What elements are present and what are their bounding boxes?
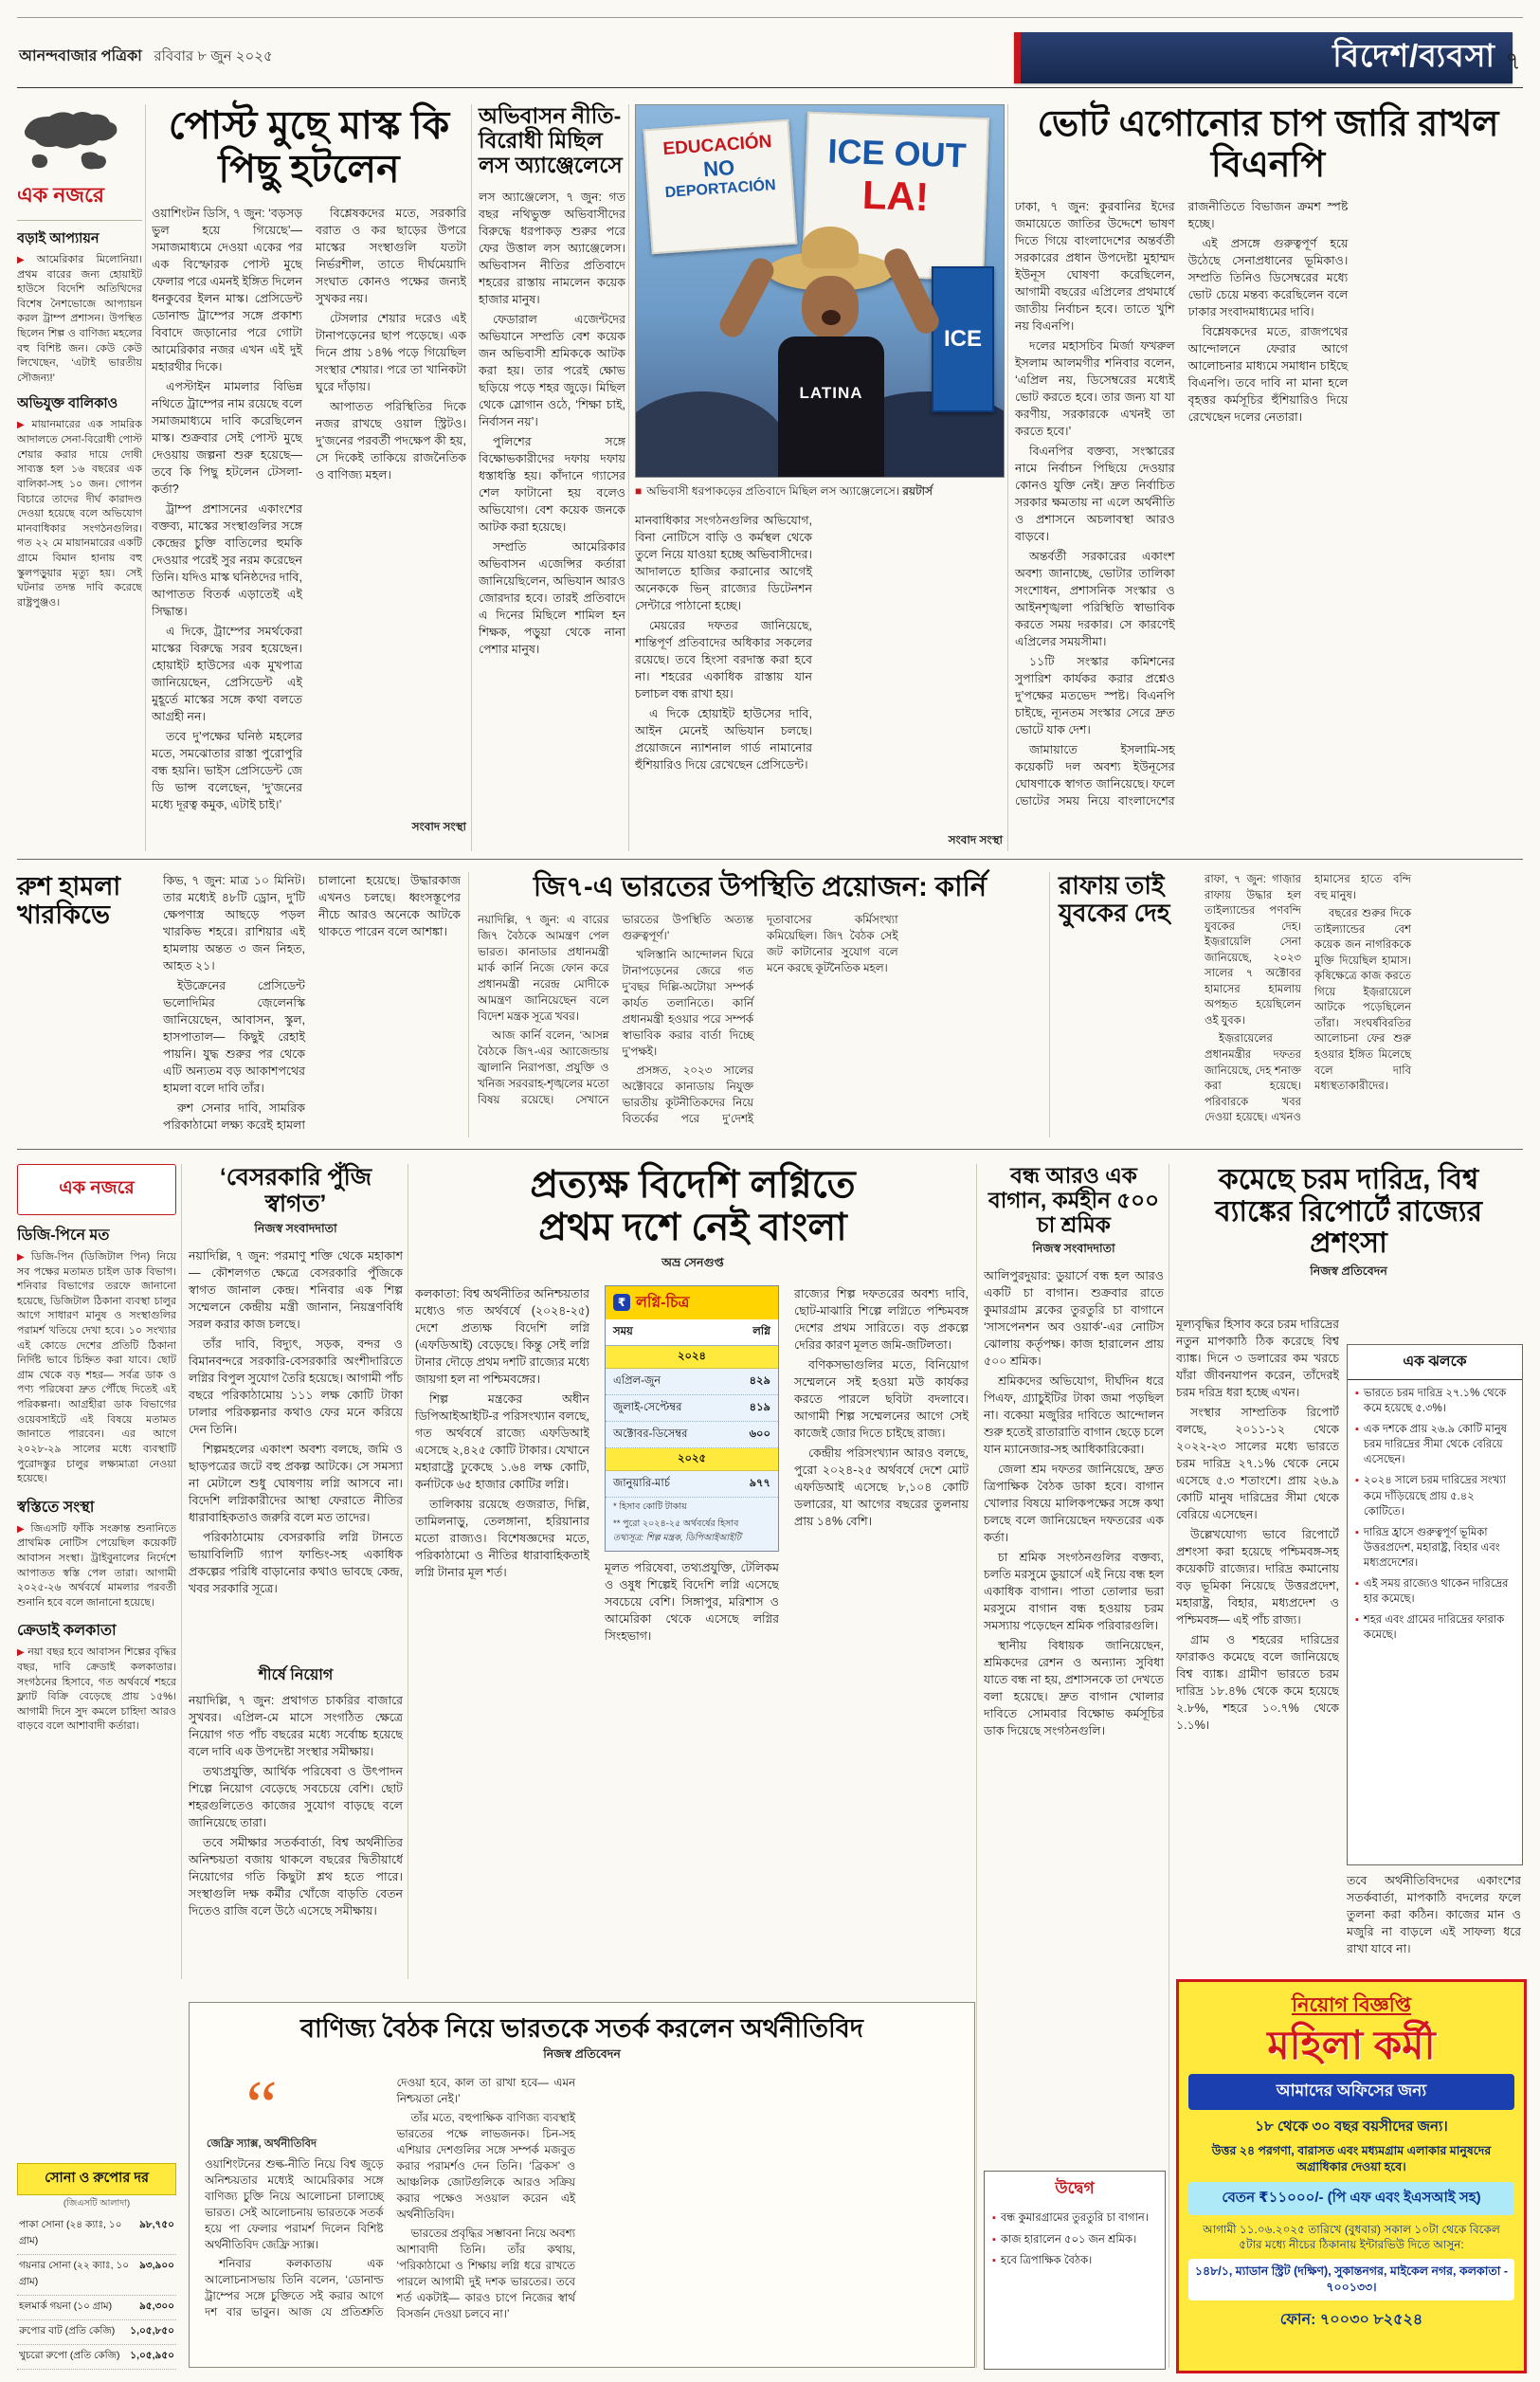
section-bar bbox=[1014, 32, 1513, 83]
article-musk bbox=[152, 104, 466, 838]
column-rule bbox=[1007, 104, 1008, 851]
paragraph: কেন্দ্রীয় পরিসংখ্যান আরও বলছে, পুরো ২০২৪-২৫ অর্থবর্ষে দেশে মোট এফডিআই এসেছে ৮,১০৪ কোটি ডলারের, যা আগের বছরের তুলনায় প্রায় ১৪% বেশি। bbox=[794, 1446, 969, 1528]
table-row bbox=[606, 1422, 778, 1448]
open-mouth bbox=[822, 310, 841, 325]
paragraph: আপাতত পরিস্থিতির দিকে নজর রাখছে ওয়াল স্ট্রিটও। দু’জনের পরবর্তী পদক্ষেপ কী হয়, সে দিকেই তাকিয়ে রাজনৈতিক ও বাণিজ্য মহল। bbox=[316, 399, 466, 482]
paragraph: উল্লেখযোগ্য ভাবে রিপোর্টে প্রশংসা করা হয়েছে পশ্চিমবঙ্গ-সহ কয়েকটি রাজ্যের। দারিদ্র কমানোয় বড় ভূমিকা নিয়েছে উত্তরপ্রদেশ, মহারাষ্ট্র, বিহার, মধ্যপ্রদেশ ও পশ্চিমবঙ্গ— এই পাঁচ রাজ্য। bbox=[1176, 1528, 1339, 1627]
table-row bbox=[17, 2296, 176, 2320]
world-map-icon bbox=[17, 162, 136, 178]
article-fdi bbox=[415, 1164, 970, 1930]
headline-line: প্রত্যক্ষ বিদেশি লগ্নিতে bbox=[530, 1164, 856, 1206]
article-fdi-headline bbox=[415, 1164, 970, 1249]
paragraph: তালিকায় রয়েছে গুজরাত, দিল্লি, তামিলনাড়ু, তেলঙ্গানা, হরিয়ানার মতো রাজ্যও। বিশেষজ্ঞদের মতে, পরিকাঠামো ও নীতির ধারাবাহিকতাই লগ্নি টানার মূল শর্ত। bbox=[415, 1497, 589, 1579]
article-la-march bbox=[479, 104, 625, 805]
paragraph: ইউক্রেনের প্রেসিডেন্ট ভলোদিমির জ়েলেনস্কি জানিয়েছেন, আবাসন, স্কুল, হাসপাতাল— কিছুই রেহাই পায়নি। যুদ্ধ শুরুর পর থেকে এটি অন্যতম বড় আকাশপথের হামলা বলে দাবি তাঁর। bbox=[163, 979, 305, 1095]
headline-line: প্রথম দশে নেই বাংলা bbox=[538, 1206, 847, 1248]
paragraph: পরিকাঠামোয় বেসরকারি লগ্নি টানতে ভায়াবিলিটি গ্যাপ ফান্ডিং-সহ একাধিক প্রকল্পের পরিধি বাড়ানোর কথাও ভাবছে কেন্দ্র, খবর সরকারি সূত্রে। bbox=[189, 1531, 403, 1595]
shirt-text: LATINA bbox=[799, 384, 863, 402]
row-label: জানুয়ারি-মার্চ bbox=[613, 1477, 670, 1489]
paragraph: নয়াদিল্লি, ৭ জুন: প্রথাগত চাকরির বাজারে সুখবর। এপ্রিল-মে মাসে সংগঠিত ক্ষেত্রে নিয়োগ গত পাঁচ বছরের মধ্যে সর্বোচ্চ হয়েছে বলে দাবি এক উপদেষ্টা সংস্থার সমীক্ষায়। bbox=[189, 1694, 403, 1758]
article-kharkiv-body bbox=[163, 872, 461, 1136]
row-label: অক্টোবর-ডিসেম্বর bbox=[613, 1427, 688, 1440]
bullet-item bbox=[992, 2210, 1157, 2227]
ek-najare-lower-sections bbox=[17, 1215, 176, 2163]
column-rule bbox=[145, 104, 146, 851]
row-value: ৯৮,৭৫০ bbox=[138, 2219, 174, 2230]
table-row bbox=[17, 2255, 176, 2296]
article-la-march-cont-body bbox=[635, 512, 1003, 832]
bullet-item bbox=[1355, 1612, 1514, 1643]
stat-year-band: ২০২৪ bbox=[606, 1346, 778, 1369]
column-rule bbox=[471, 104, 472, 851]
paragraph: জেলা শ্রম দফতর জানিয়েছে, দ্রুত ত্রিপাক্ষিক বৈঠক ডাকা হবে। বাগান খোলার বিষয়ে মালিকপক্ষের সঙ্গে কথা চলছে বলে জানিয়েছেন দফতরের এক কর্তা। bbox=[984, 1463, 1164, 1545]
row-value: ৪১৯ bbox=[749, 1401, 770, 1413]
section-title: বিদেশ/ব্যবসা bbox=[1332, 38, 1495, 73]
gold-table-rows bbox=[17, 2214, 176, 2370]
sidebar-ek-najare-top bbox=[17, 104, 142, 851]
photo-caption bbox=[635, 483, 1003, 502]
triangle-bullet-icon: ▶ bbox=[17, 1523, 28, 1535]
paragraph: তাঁর মতে, বহুপাক্ষিক বাণিজ্য ব্যবস্থাই ভারতের পক্ষে লাভজনক। চিন-সহ এশিয়ার দেশগুলির সঙ্গে সম্পর্ক মজবুত করার পরামর্শও দেন তিনি। ‘ব্রিকস’ ও আঞ্চলিক জোটগুলিকে আরও সক্রিয় করার পক্ষেও সওয়াল করেন এই অর্থনীতিবিদ। bbox=[396, 2111, 575, 2222]
glance-box-title: এক ঝলকে bbox=[1348, 1345, 1522, 1380]
row-value: ১,০৫,৮৫০ bbox=[130, 2325, 174, 2337]
article-bnp-body bbox=[1015, 198, 1521, 839]
paragraph: ট্রাম্প প্রশাসনের একাংশের বক্তব্য, মাস্কের সংস্থাগুলির সঙ্গে কেন্দ্রের চুক্তি বাতিলের হুমকি দেওয়ার পরেই সুর নরম করেছেন তিনি। যদিও মাস্ক ঘনিষ্ঠদের দাবি, আপাতত বিতর্ক এড়াতেই এই সিদ্ধান্ত। bbox=[152, 501, 302, 618]
ad-phone: ফোন: ৭০০৩০ ৮২৫২৪ bbox=[1279, 2312, 1423, 2329]
section-body: ▶ জিএসটি ফাঁকি সংক্রান্ত শুনানিতে প্রাথমিক নোটিস পেয়েছিল কয়েকটি আবাসন সংস্থা। ট্রাইবুনালের নির্দেশে আপাতত স্বস্তি পেল তারা। আগামী ২০২৫-২৬ অর্থবর্ষে মামলার পরবর্তী শুনানি হবে বলে জানানো হয়েছে। bbox=[17, 1522, 176, 1609]
section-heading: ক্রেডাই কলকাতা bbox=[17, 1623, 117, 1640]
paragraph: তবে দু’পক্ষের ঘনিষ্ঠ মহলের মতে, সমঝোতার রাস্তা পুরোপুরি বন্ধ হয়নি। ভাইস প্রেসিডেন্ট জে ডি ভান্স বলেছেন, ‘দু’জনের মধ্যে দূরত্ব কমুক, এটাই চাই।’ bbox=[152, 729, 302, 811]
protester-figure bbox=[750, 217, 911, 478]
column-rule bbox=[976, 1164, 977, 2368]
paragraph: শিল্পমহলের একাংশ অবশ্য বলছে, জমি ও ছাড়পত্রের জটে বহু প্রকল্প আটকে। সে সমস্যা না মেটালে শুধু ঘোষণায় লগ্নি আসবে না। বিদেশি লগ্নিকারীদের আস্থা ফেরাতে নীতির ধারাবাহিকতাও জরুরি বলে মত তাদের। bbox=[189, 1443, 403, 1524]
row-label: রুপোর বাট (প্রতি কেজি) bbox=[19, 2325, 116, 2337]
ad-role: মহিলা কর্মী bbox=[1267, 2023, 1436, 2067]
raised-arm-left bbox=[716, 254, 777, 341]
paragraph: ১১টি সংস্কার কমিশনের সুপারিশ কার্যকর করার প্রশ্নেও দু’পক্ষের মতভেদ স্পষ্ট। বিএনপি চাইছে, ন্যূনতম সংস্কার সেরে দ্রুত ভোটে যাক দেশ। bbox=[1015, 655, 1175, 737]
paragraph: মূলত পরিষেবা, তথ্যপ্রযুক্তি, টেলিকম ও ওষুধ শিল্পেই বিদেশি লগ্নি এসেছে সবচেয়ে বেশি। সিঙ্গাপুর, মরিশাস ও আমেরিকা থেকে এসেছে লগ্নির সিংহভাগ। bbox=[605, 1560, 779, 1643]
masthead-date: রবিবার ৮ জুন ২০২৫ bbox=[154, 48, 273, 64]
article-rafah bbox=[1059, 872, 1521, 1136]
stat-footnote: ** পুরো ২০২৪-২৫ অর্থবর্ষের হিসাব bbox=[613, 1518, 739, 1529]
ek-najare-item-body: ▶ আমেরিকার মিলোনিয়া। প্রথম বারের জন্য হোয়াইট হাউসে বিদেশি অতিথিদের বিশেষ নৈশভোজে আপ্যায়ন করল ট্রাম্প প্রশাসন। উপস্থিত ছিলেন শিল্প ও বাণিজ্য মহলের বহু বিশিষ্ট জন। কেউ কেউ লিখেছেন, ‘এটাই ভারতীয় সৌজন্য!’ bbox=[17, 254, 142, 384]
paragraph: রাফা, ৭ জুন: গাজ়ার রাফায় উদ্ধার হল তাইল্যান্ডের পণবন্দি যুবকের দেহ। ইজ়রায়েলি সেনা জানিয়েছে, ২০২৩ সালের ৭ অক্টোবর হামাসের হামলায় অপহৃত হয়েছিলেন ওই যুবক। bbox=[1205, 874, 1301, 1027]
section-body: ▶ ডিজি-পিন (ডিজিটাল পিন) নিয়ে সব পক্ষের মতামত চাইল ডাক বিভাগ। শনিবার বিভাগের তরফে জানানো হয়েছে, ডিজিটাল ঠিকানা ব্যবস্থা চালুর আগে সাধারণ মানুষ ও সংস্থাগুলির পরামর্শ খতিয়ে দেখা হবে। ১০ সংখ্যার এই কোডে দেশের প্রতিটি ঠিকানা নির্দিষ্ট ভাবে চিহ্নিত করা যাবে। ছোট গ্রাম থেকে বড় শহর— সর্বত্র ডাক ও পণ্য পরিষেবা দ্রুত পৌঁছে দিতেই এই পরিকল্পনা। আগ্রহীরা ডাক বিভাগের ওয়েবসাইটে এই বিষয়ে মতামত জানাতে পারবেন। এর আগে ২০২৮-২৯ সালের মধ্যে ব্যবস্থাটি পুরোদস্তুর চালুর লক্ষ্যমাত্রা নেওয়া হয়েছে। bbox=[17, 1251, 176, 1485]
article-tea-garden-body bbox=[984, 1267, 1164, 2120]
row-label: এপ্রিল-জুন bbox=[613, 1374, 661, 1387]
article-poverty bbox=[1176, 1164, 1521, 1282]
page-number: ৭ bbox=[1505, 46, 1521, 75]
triangle-bullet-icon: ▶ bbox=[17, 420, 29, 431]
top-rule bbox=[17, 17, 1523, 18]
article-musk-body bbox=[152, 205, 466, 819]
row-value: ৯৭৭ bbox=[749, 1477, 770, 1489]
stat-footnote: * হিসাব কোটি টাকায় bbox=[613, 1500, 687, 1512]
paragraph: এই প্রসঙ্গে গুরুত্বপূর্ণ হয়ে উঠেছে সেনাপ্রধানের ভূমিকাও। সম্প্রতি তিনিও ডিসেম্বরের মধ্যে ভোট চেয়ে মন্তব্য করেছিলেন বলে ঢাকার সংবাদমাধ্যমের দাবি। bbox=[1187, 237, 1349, 319]
square-bullet-icon: ▪ bbox=[992, 2212, 996, 2224]
square-bullet-icon: ▪ bbox=[1355, 1475, 1359, 1487]
paragraph: সম্প্রতি আমেরিকার অভিবাসন এজেন্সির কর্তারা জানিয়েছিলেন, অভিযান আরও জোরদার হবে। তারই প্রতিবাদে এ দিনের মিছিলে শামিল হন শিক্ষক, পড়ুয়া থেকে নানা পেশার মানুষ। bbox=[479, 540, 625, 657]
article-kharkiv bbox=[17, 872, 461, 1136]
sign-text: ICE OUT bbox=[826, 131, 968, 175]
paragraph: রুশ সেনার দাবি, সামরিক পরিকাঠামো লক্ষ্য করেই হামলা চালানো হয়েছে। উদ্ধারকাজ এখনও চলছে। ধ্বংসস্তূপের নীচে আরও অনেকে আটকে থাকতে পারেন বলে আশঙ্কা। bbox=[163, 874, 461, 1132]
square-bullet-icon: ▪ bbox=[1355, 1424, 1359, 1436]
row-label: জুলাই-সেপ্টেম্বর bbox=[613, 1401, 682, 1413]
sign-text: NO bbox=[702, 155, 735, 182]
section-rule bbox=[17, 1149, 1523, 1150]
article-g7-body bbox=[478, 912, 1042, 1132]
paragraph: পুলিশের সঙ্গে বিক্ষোভকারীদের দফায় দফায় ধস্তাধস্তি হয়। কাঁদানে গ্যাসের শেল ফাটানো হয় বলেও অভিযোগ। বেশ কয়েক জনকে আটক করা হয়েছে। bbox=[479, 435, 625, 535]
stat-rows-2024 bbox=[606, 1369, 778, 1448]
article-trade-body-wrap bbox=[205, 2075, 959, 2331]
header-rule bbox=[17, 87, 1523, 88]
glance-box bbox=[1347, 1344, 1523, 1865]
paragraph: মূল্যবৃদ্ধির হিসাব করে চরম দারিদ্রের নতুন মাপকাঠি ঠিক করেছে বিশ্ব ব্যাঙ্ক। দিনে ৩ ডলারের কম খরচে যাঁরা জীবনযাপন করেন, তাঁদেরই চরম দরিদ্র ধরা হচ্ছে এখন। bbox=[1176, 1318, 1339, 1399]
stat-year-band: ২০২৫ bbox=[606, 1448, 778, 1471]
article-private-capital-headline: ‘বেসরকারি পুঁজি স্বাগত’ bbox=[219, 1164, 372, 1217]
article-musk-signoff: সংবাদ সংস্থা bbox=[411, 819, 466, 833]
ice-banner bbox=[932, 266, 994, 412]
ad-address: ১৪৮/১, ম্যাডান স্ট্রিট (দক্ষিণ), সুকান্তনগর, মাইকেল নগর, কলকাতা - ৭০০১৩৩। bbox=[1188, 2259, 1514, 2300]
bullet-text: এক দশকে প্রায় ২৬.৯ কোটি মানুষ চরম দারিদ্রের সীমা থেকে বেরিয়ে এসেছেন। bbox=[1363, 1424, 1508, 1466]
gold-table-title: সোনা ও রুপোর দর bbox=[17, 2163, 176, 2195]
paragraph: রাজ্যের শিল্প দফতরের অবশ্য দাবি, ছোট-মাঝারি শিল্পে লগ্নিতে পশ্চিমবঙ্গ দেশের প্রথম সারিতে। বড় প্রকল্পে দেরির কারণ মূলত জমি-জটিলতা। bbox=[794, 1286, 969, 1352]
ad-office-band: আমাদের অফিসের জন্য bbox=[1188, 2074, 1514, 2110]
fdi-col1 bbox=[415, 1285, 589, 1930]
row-value: ৯৫,৩০০ bbox=[138, 2300, 174, 2312]
photo-credit: রয়টার্স bbox=[902, 484, 933, 498]
article-poverty-body-below-box bbox=[1347, 1872, 1521, 1972]
quote-block bbox=[205, 2075, 318, 2153]
paragraph: স্থানীয় বিধায়ক জানিয়েছেন, শ্রমিকদের রেশন ও অন্যান্য সুবিধা যাতে বন্ধ না হয়, প্রশাসনকে তা দেখতে বলা হয়েছে। দ্রুত বাগান খোলার দাবিতে সোমবার বিক্ষোভ কর্মসূচির ডাক দিয়েছে সংগঠনগুলি। bbox=[984, 1639, 1164, 1738]
bullet-item bbox=[1355, 1525, 1514, 1571]
protest-photo bbox=[635, 104, 1005, 478]
article-bnp bbox=[1015, 104, 1521, 839]
ad-interview-note: আগামী ১১.০৬.২০২৫ তারিখে (বুধবার) সকাল ১০টা থেকে বিকেল ৫টার মধ্যে নীচের ঠিকানায় ইন্টারভিউ দিতে আসুন: bbox=[1203, 2223, 1500, 2252]
paragraph: খলিস্তানি আন্দোলন ঘিরে টানাপড়েনের জেরে গত দু’বছর দিল্লি-অটোয়া সম্পর্ক কার্যত তলানিতে। কার্নি প্রধানমন্ত্রী হওয়ার পরে সম্পর্ক স্বাভাবিক করার বার্তা দিচ্ছে দু’পক্ষই। bbox=[622, 948, 753, 1059]
paragraph: ভারতের প্রবৃদ্ধির সম্ভাবনা নিয়ে অবশ্য আশাবাদী তিনি। তাঁর কথায়, ‘পরিকাঠামো ও শিক্ষায় লগ্নি ধরে রাখতে পারলে আগামী দুই দশক ভারতের। তবে শর্ত একটাই— কারও চাপে নিজের স্বার্থ বিসর্জন দেওয়া চলবে না।’ bbox=[396, 2227, 575, 2321]
paragraph: ইজ়রায়েলের প্রধানমন্ত্রীর দফতর জানিয়েছে, দেহ শনাক্ত করা হয়েছে। পরিবারকে খবর দেওয়া হয়েছে। এখনও হামাসের হাতে বন্দি বহু মানুষ। bbox=[1205, 874, 1411, 1124]
column-rule bbox=[468, 872, 469, 1137]
bullet-item bbox=[992, 2253, 1157, 2269]
fdi-col2 bbox=[605, 1285, 779, 1930]
concern-box bbox=[984, 2171, 1166, 2370]
divider bbox=[17, 220, 142, 221]
paragraph: বণিকসভাগুলির মতে, বিনিয়োগ সম্মেলনে সই হওয়া মউ কার্যকর করতে পারলে ছবিটা বদলাবে। আগামী শিল্প সম্মেলনের আগে সেই কাজেই জোর দিতে চাইছে রাজ্য। bbox=[794, 1357, 969, 1440]
paragraph: তাঁর দাবি, বিদ্যুৎ, সড়ক, বন্দর ও বিমানবন্দরে সরকারি-বেসরকারি অংশীদারিতে লগ্নির বিপুল সুযোগ তৈরি হয়েছে। আগামী পাঁচ বছরে পরিকাঠামোয় ১১১ লক্ষ কোটি টাকা ঢালার পরিকল্পনার কথাও ফের মনে করিয়ে দেন তিনি। bbox=[189, 1337, 403, 1436]
ad-title: নিয়োগ বিজ্ঞপ্তি bbox=[1291, 1994, 1412, 2016]
bullet-text: ভারতে চরম দারিদ্র ২৭.১% থেকে কমে হয়েছে ৫.৩%। bbox=[1363, 1388, 1507, 1415]
row-value: ১,০৫,৯৫০ bbox=[130, 2350, 174, 2361]
ad-salary-band: বেতন ₹১১০০০/- (পি এফ এবং ইএসআই সহ) bbox=[1188, 2182, 1514, 2215]
article-la-march-headline: অভিবাসন নীতি-বিরোধী মিছিল লস অ্যাঞ্জেলেসে bbox=[479, 103, 623, 177]
stat-col-value: লগ্নি bbox=[752, 1325, 770, 1337]
square-bullet-icon: ▪ bbox=[1355, 1526, 1359, 1538]
paragraph: বিশ্লেষকদের মতে, সরকারি বরাত ও কর ছাড়ের উপরে মাস্কের সংস্থাগুলি যতটা নির্ভরশীল, তাতে দীর্ঘমেয়াদি সংঘাত কোনও পক্ষের জন্যই সুখকর নয়। bbox=[316, 206, 466, 305]
article-trade-byline: নিজস্ব প্রতিবেদন bbox=[543, 2047, 621, 2062]
bullet-item bbox=[1355, 1386, 1514, 1416]
bullet-text: দারিদ্র হ্রাসে গুরুত্বপূর্ণ ভূমিকা উত্তরপ্রদেশ, মহারাষ্ট্র, বিহার এবং মধ্যপ্রদেশের। bbox=[1363, 1526, 1500, 1569]
paragraph: মেয়রের দফতর জানিয়েছে, শান্তিপূর্ণ প্রতিবাদের অধিকার সকলের রয়েছে। তবে হিংসা বরদাস্ত করা হবে না। শহরের একাধিক রাস্তায় যান চলাচল বন্ধ রাখা হয়। bbox=[635, 619, 812, 700]
square-bullet-icon: ▪ bbox=[992, 2255, 996, 2266]
stat-col-time: সময় bbox=[613, 1325, 633, 1337]
paragraph: কিভ, ৭ জুন: মাত্র ১০ মিনিট। তার মধ্যেই ৪৮টি ড্রোন, দু’টি ক্ষেপণাস্ত্র আছড়ে পড়ল খারকিভ শহরে। রাশিয়ার এই হামলায় অন্তত ৩ জন নিহত, আহত ২১। bbox=[163, 874, 305, 973]
stat-source: তথ্যসূত্র: শিল্প মন্ত্রক, ডিপিআইআইটি bbox=[613, 1532, 741, 1543]
triangle-bullet-icon: ▶ bbox=[17, 255, 34, 265]
section-heading: স্বস্তিতে সংস্থা bbox=[17, 1499, 95, 1516]
paragraph: জামায়াতে ইসলামি-সহ কয়েকটি দল অবশ্য ইউনূসের ঘোষণাকে স্বাগত জানিয়েছে। ফলে ভোটের সময় নিয়ে বাংলাদেশের রাজনীতিতে বিভাজন ক্রমশ স্পষ্ট হচ্ছে। bbox=[1015, 200, 1349, 809]
paragraph: ঢাকা, ৭ জুন: কুরবানির ইদের জমায়েতে জাতির উদ্দেশে ভাষণ দিতে গিয়ে বাংলাদেশের অন্তর্বর্তী সরকারের প্রধান উপদেষ্টা মুহাম্মদ ইউনূস ঘোষণা করেছিলেন, আগামী বছরের এপ্রিলের প্রথমার্ধে জাতীয় নির্বাচন হবে। তাতে খুশি নয় বিএনপি। bbox=[1015, 200, 1175, 334]
gold-table-note: (জিএসটি আলাদা) bbox=[63, 2198, 131, 2209]
paragraph: এ দিকে, ট্রাম্পের সমর্থকেরা মাস্কের বিরুদ্ধে সরব হয়েছেন। হোয়াইট হাউসের এক মুখপাত্র জানিয়েছেন, প্রেসিডেন্ট এই মুহূর্তে মাস্কের সঙ্গে কথা বলতে আগ্রহী নন। bbox=[152, 624, 302, 723]
column-rule bbox=[628, 104, 629, 851]
stat-box-title: লগ্নি-চিত্র bbox=[636, 1294, 690, 1311]
banner-text: ICE bbox=[943, 326, 982, 352]
bullet-item bbox=[1355, 1576, 1514, 1607]
face bbox=[802, 276, 859, 338]
masthead bbox=[19, 44, 273, 69]
paragraph: কলকাতা: বিশ্ব অর্থনীতির অনিশ্চয়তার মধ্যেও গত অর্থবর্ষে (২০২৪-২৫) দেশে প্রত্যক্ষ বিদেশি লগ্নি (এফডিআই) বেড়েছে। কিন্তু সেই লগ্নি টানার দৌড়ে প্রথম দশটি রাজ্যের মধ্যে জায়গা হল না পশ্চিমবঙ্গের। bbox=[415, 1286, 589, 1386]
stat-box-column-headers bbox=[606, 1319, 778, 1346]
article-rafah-body bbox=[1205, 872, 1521, 1136]
article-tea-garden-headline: বন্ধ আরও এক বাগান, কর্মহীন ৫০০ চা শ্রমিক bbox=[987, 1163, 1160, 1237]
paragraph: নয়াদিল্লি, ৭ জুন: পরমাণু শক্তি থেকে মহাকাশ— কৌশলগত ক্ষেত্রে বেসরকারি পুঁজিকে স্বাগত জানাল কেন্দ্র। শনিবার এক শিল্প সম্মেলনে কেন্দ্রীয় মন্ত্রী জানান, নিয়ন্ত্রণবিধি সরল করার কাজ চলছে। bbox=[189, 1249, 403, 1331]
paragraph: শিল্প মন্ত্রকের অধীন ডিপিআইআইটি-র পরিসংখ্যান বলছে, গত অর্থবর্ষে রাজ্যে এফডিআই এসেছে ২,৪২৫ কোটি টাকার। যেখানে মহারাষ্ট্রে ঢুকেছে ১.৬৪ লক্ষ কোটি, কর্নাটকে ৬৫ হাজার কোটির লগ্নি। bbox=[415, 1391, 589, 1491]
ek-najare-item-body: ▶ মায়ানমারের এক সামরিক আদালতে সেনা-বিরোধী পোস্ট শেয়ার করার দায়ে দোষী সাব্যস্ত হল ১৬ বছরের এক বালিকা-সহ ১০ জন। গোপন বিচারে তাদের দীর্ঘ কারাদণ্ড দেওয়া হয়েছে বলে অভিযোগ মানবাধিকার সংগঠনগুলির। গত ২২ মে মায়ানমারের একটি গ্রামে বিমান হানায় বহু স্কুলপড়ুয়ার মৃত্যু হয়। সেই ঘটনার তদন্ত দাবি করেছে রাষ্ট্রপুঞ্জও। bbox=[17, 419, 142, 609]
article-rafah-headline: রাফায় তাই যুবকের দেহ bbox=[1059, 871, 1170, 928]
article-tea-garden-byline: নিজস্ব সংবাদদাতা bbox=[1032, 1242, 1115, 1256]
bullet-item bbox=[1355, 1422, 1514, 1467]
triangle-bullet-icon: ▶ bbox=[17, 1252, 28, 1263]
row-label: খুচরো রুপো (প্রতি কেজি) bbox=[19, 2350, 120, 2361]
bullet-text: এই সময় রাজ্যেও থাকেন দারিদ্রের হার কমেছে। bbox=[1363, 1578, 1509, 1606]
article-trade-headline: বাণিজ্য বৈঠক নিয়ে ভারতকে সতর্ক করলেন অর্থনীতিবিদ bbox=[300, 2014, 863, 2043]
row-value: ৯৩,৯০০ bbox=[138, 2260, 174, 2271]
paragraph: সংস্থার সাম্প্রতিক রিপোর্ট বলছে, ২০১১-১২ থেকে ২০২২-২৩ সালের মধ্যে ভারতে চরম দারিদ্র ২৭.১% থেকে নেমে এসেছে ৫.৩ শতাংশে। প্রায় ২৬.৯ কোটি মানুষ দারিদ্রের সীমা থেকে বেরিয়ে এসেছেন। bbox=[1176, 1406, 1339, 1521]
ek-najare-item-heading: বড়াই আপ্যায়ন bbox=[17, 231, 100, 246]
rupee-coin-icon: ₹ bbox=[613, 1294, 630, 1311]
table-row bbox=[17, 2345, 176, 2370]
paragraph: ফেডারাল এজেন্টদের অভিযানে সম্প্রতি বেশ কয়েক জন অভিবাসী শ্রমিককে আটক করা হয়। তার পরেই ক্ষোভ ছড়িয়ে পড়ে শহর জুড়ে। মিছিল থেকে স্লোগান ওঠে, ‘শিক্ষা চাই, নির্বাসন নয়’। bbox=[479, 313, 625, 429]
paragraph: তথ্যপ্রযুক্তি, আর্থিক পরিষেবা ও উৎপাদন শিল্পে নিয়োগ বেড়েছে সবচেয়ে বেশি। ছোট শহরগুলিতেও কাজের সুযোগ বাড়ছে বলে জানিয়েছে তারা। bbox=[189, 1765, 403, 1829]
square-bullet-icon: ▪ bbox=[1355, 1614, 1359, 1627]
section-bar-accent bbox=[1014, 32, 1021, 83]
sign-text: DEPORTACIÓN bbox=[664, 176, 777, 202]
bullet-text: হবে ত্রিপাক্ষিক বৈঠক। bbox=[1000, 2255, 1093, 2266]
article-poverty-byline: নিজস্ব প্রতিবেদন bbox=[1310, 1264, 1387, 1278]
article-kharkiv-headline: রুশ হামলা খারকিভে bbox=[17, 872, 121, 930]
torso bbox=[778, 336, 884, 478]
paragraph: আলিপুরদুয়ার: ডুয়ার্সে বন্ধ হল আরও একটি চা বাগান। শুক্রবার রাতে কুমারগ্রাম ব্লকের তুরতুরি চা বাগানে ‘সাসপেনশন অব ওয়ার্ক’-এর নোটিস ঝোলায় কর্তৃপক্ষ। কাজ হারালেন প্রায় ৫০০ শ্রমিক। bbox=[984, 1269, 1164, 1369]
article-trade-warning bbox=[189, 2002, 975, 2368]
article-private-capital-byline: নিজস্ব সংবাদদাতা bbox=[254, 1222, 337, 1235]
quote-icon: “ bbox=[245, 2075, 278, 2146]
paragraph: আজ কার্নি বলেন, ‘আসন্ন বৈঠকে জি৭-এর অ্যাজেন্ডায় জ্বালানি নিরাপত্তা, প্রযুক্তি ও খনিজ সরবরাহ-শৃঙ্খলের মতো বিষয় রয়েছে। সেখানে ভারতের উপস্থিতি অত্যন্ত গুরুত্বপূর্ণ।’ bbox=[478, 913, 753, 1107]
paragraph: তবে সমীক্ষার সতর্কবার্তা, বিশ্ব অর্থনীতির অনিশ্চয়তা বজায় থাকলে বছরের দ্বিতীয়ার্ধে নিয়োগের গতি কিছুটা শ্লথ হতে পারে। সংস্থাগুলি দক্ষ কর্মীর খোঁজে বাড়তি বেতন দিতেও রাজি বলে উঠে এসেছে সমীক্ষায়। bbox=[189, 1836, 403, 1918]
masthead-title: আনন্দবাজার পত্রিকা bbox=[19, 48, 142, 64]
ad-preference-line: উত্তর ২৪ পরগণা, বারাসত এবং মধ্যমগ্রাম এলাকার মানুষদের অগ্রাধিকার দেওয়া হবে। bbox=[1211, 2144, 1492, 2174]
ad-age-line: ১৮ থেকে ৩০ বছর বয়সীদের জন্য। bbox=[1255, 2118, 1448, 2136]
concern-box-items bbox=[985, 2210, 1165, 2269]
paragraph: মানবাধিকার সংগঠনগুলির অভিযোগ, বিনা নোটিসে বাড়ি ও কর্মস্থল থেকে তুলে নিয়ে যাওয়া হচ্ছে অভিবাসীদের। আদালতে হাজির করানোর আগেই অনেককে ভিন্‌ রাজ্যের ডিটেনশন সেন্টারে পাঠানো হচ্ছে। bbox=[635, 514, 812, 612]
paragraph: তবে অর্থনীতিবিদদের একাংশের সতর্কবার্তা, মাপকাঠি বদলের ফলে তুলনা করা কঠিন। কাজের মান ও মজুরি না বাড়লে এই সাফল্য ধরে রাখা যাবে না। bbox=[1347, 1874, 1521, 1955]
concern-box-title: উদ্বেগ bbox=[1055, 2179, 1095, 2197]
article-fdi-columns bbox=[415, 1285, 970, 1930]
ek-najare-item-heading: অভিযুক্ত বালিকাও bbox=[17, 396, 118, 412]
glance-box-items bbox=[1348, 1386, 1522, 1643]
table-row bbox=[606, 1471, 778, 1498]
paragraph: বছরের শুরুর দিকে তাইল্যান্ডের বেশ কয়েক জন নাগরিককে মুক্তি দিয়েছিল হামাস। কৃষিক্ষেত্রে কাজ করতে গিয়ে ইজ়রায়েলে আটকে পড়েছিলেন তাঁরা। সংঘর্ষবিরতির আলোচনা ফের শুরু হওয়ার ইঙ্গিত মিলেছে বলে দাবি মধ্যস্থতাকারীদের। bbox=[1314, 908, 1411, 1093]
article-private-capital bbox=[189, 1164, 403, 1976]
caption-bullet-icon: ■ bbox=[635, 484, 643, 498]
bullet-text: বন্ধ কুমারগ্রামের তুরতুরি চা বাগান। bbox=[1000, 2212, 1149, 2224]
table-row bbox=[606, 1395, 778, 1422]
sign-text: LA! bbox=[861, 172, 930, 220]
bullet-item bbox=[992, 2232, 1157, 2248]
row-label: হলমার্ক গয়না (১০ গ্রাম) bbox=[19, 2300, 113, 2312]
article-musk-headline: পোস্ট মুছে মাস্ক কি পিছু হটলেন bbox=[168, 103, 450, 191]
bullet-text: ২০২৪ সালে চরম দারিদ্রের সংখ্যা কমে দাঁড়িয়েছে প্রায় ৫.৪২ কোটিতে। bbox=[1363, 1475, 1506, 1518]
paragraph: দলের মহাসচিব মির্জা ফখরুল ইসলাম আলমগীর শনিবার বলেন, ‘এপ্রিল নয়, ডিসেম্বরের মধ্যেই ভোট করতে হবে। তার জন্য যা যা করণীয়, সরকারকে এখনই তা করতে হবে।’ bbox=[1015, 339, 1175, 439]
paragraph: গ্রাম ও শহরের দারিদ্রের ফারাকও কমেছে বলে জানিয়েছে বিশ্ব ব্যাঙ্ক। গ্রামীণ ভারতে চরম দারিদ্র ১৮.৪% থেকে কমে হয়েছে ২.৮%, শহরে ১০.৭% থেকে ১.১%। bbox=[1176, 1633, 1339, 1732]
article-la-march-signoff: সংবাদ সংস্থা bbox=[948, 833, 1003, 846]
table-row bbox=[17, 2320, 176, 2345]
article-tea-garden bbox=[984, 1164, 1164, 2120]
caption-text: অভিবাসী ধরপাকড়ের প্রতিবাদে মিছিল লস অ্যাঞ্জেলেসে। bbox=[646, 484, 900, 498]
row-label: গয়নার সোনা (২২ ক্যাঃ, ১০ গ্রাম) bbox=[19, 2260, 130, 2287]
square-bullet-icon: ▪ bbox=[1355, 1388, 1359, 1399]
fdi-col3 bbox=[794, 1285, 969, 1930]
article-g7 bbox=[478, 872, 1042, 1132]
row-value: ৪২৯ bbox=[749, 1374, 770, 1387]
table-row bbox=[17, 2214, 176, 2255]
paragraph: ওয়াশিংটন ডিসি, ৭ জুন: ‘বড়সড় ভুল হয়ে গিয়েছে’— সমাজমাধ্যমে দেওয়া একের পর এক বিস্ফোরক পোস্ট মুছে ফেলার পরে এমনই ইঙ্গিত দিলেন ধনকুবের ইলন মাস্ক। প্রেসিডেন্ট ডোনাল্ড ট্রাম্পের সঙ্গে প্রকাশ্য বিবাদে জড়ানোর পরে গোটা আমেরিকার নজর এখন এই দুই মহারথীর দিকে। bbox=[152, 206, 302, 373]
bullet-text: শহর এবং গ্রামের দারিদ্রের ফারাক কমেছে। bbox=[1363, 1614, 1505, 1642]
section-heading: ডিজি-পিনে মত bbox=[17, 1227, 110, 1244]
paragraph: টেসলার শেয়ার দরেও এই টানাপড়েনের ছাপ পড়েছে। এক দিনে প্রায় ১৪% পড়ে গিয়েছিল সংস্থার শেয়ার। পরে তা খানিকটা ঘুরে দাঁড়ায়। bbox=[316, 311, 466, 393]
article-private-capital-subhead: শীর্ষে নিয়োগ bbox=[258, 1667, 334, 1683]
sidebar-ek-najare-lower bbox=[17, 1164, 176, 2163]
gold-silver-rate-table bbox=[17, 2163, 176, 2370]
paragraph: চা শ্রমিক সংগঠনগুলির বক্তব্য, চলতি মরসুমে ডুয়ার্সে এই নিয়ে বন্ধ হল একাধিক বাগান। পাতা তোলার ভরা মরসুমে বাগান বন্ধ হওয়ায় চরম সমস্যায় পড়েছেন শ্রমিক পরিবারগুলি। bbox=[984, 1551, 1164, 1633]
row-label: পাকা সোনা (২৪ ক্যাঃ, ১০ গ্রাম) bbox=[19, 2219, 122, 2246]
recruitment-ad bbox=[1176, 1979, 1527, 2373]
article-bnp-headline: ভোট এগোনোর চাপ জারি রাখল বিএনপি bbox=[1037, 104, 1499, 185]
square-bullet-icon: ▪ bbox=[1355, 1578, 1359, 1591]
paragraph: বিশ্লেষকদের মতে, রাজপথের আন্দোলনে ফেরার আগে আলোচনার মাধ্যমে সমাধান চাইছে বিএনপি। তবে দাবি না মানা হলে বৃহত্তর কর্মসূচির হুঁশিয়ারিও দিয়ে রেখেছেন দলের নেতারা। bbox=[1187, 325, 1349, 425]
square-bullet-icon: ▪ bbox=[992, 2233, 996, 2246]
ek-najare-lower-title: এক নজরে bbox=[17, 1164, 176, 1215]
section-rule bbox=[17, 859, 1523, 860]
paragraph: লস অ্যাঞ্জেলেস, ৭ জুন: গত বছর নথিভুক্ত অভিবাসীদের বিরুদ্ধে ধরপাকড় শুরুর পরে ফের উত্তাল লস অ্যাঞ্জেলেস। অভিবাসন নীতির প্রতিবাদে শহরের রাস্তায় নামলেন কয়েক হাজার মানুষ। bbox=[479, 191, 625, 307]
article-g7-headline: জি৭-এ ভারতের উপস্থিতি প্রয়োজন: কার্নি bbox=[533, 872, 987, 902]
paragraph: অন্তর্বর্তী সরকারের একাংশ অবশ্য জানাচ্ছে, ভোটার তালিকা সংশোধন, প্রশাসনিক সংস্কার ও আইনশৃঙ্খলা পরিস্থিতি স্বাভাবিক করতে সময় দরকার। সে কারণেই এপ্রিলের সময়সীমা। bbox=[1015, 550, 1175, 649]
paragraph: বিএনপির বক্তব্য, সংস্কারের নামে নির্বাচন পিছিয়ে দেওয়ার কোনও যুক্তি নেই। দ্রুত নির্বাচিত সরকার ক্ষমতায় না এলে অর্থনীতি ও প্রশাসনে অচলাবস্থা আরও বাড়বে। bbox=[1015, 445, 1175, 544]
fdi-col2-body bbox=[605, 1559, 779, 1882]
article-la-march-continued bbox=[635, 512, 1003, 851]
ek-najare-title: এক নজরে bbox=[17, 183, 104, 207]
paragraph: প্রসঙ্গত, ২০২৩ সালের অক্টোবরে কানাডায় নিযুক্ত ভারতীয় কূটনীতিকদের নিয়ে বিতর্কের পরে দু’দেশই দূতাবাসের কর্মিসংখ্যা কমিয়েছিল। জি৭ বৈঠক সেই জট কাটানোর সুযোগ বলে মনে করছে কূটনৈতিক মহল। bbox=[622, 913, 898, 1126]
paragraph: শ্রমিকদের অভিযোগ, দীর্ঘদিন ধরে পিএফ, গ্র্যাচুইটির টাকা জমা পড়ছিল না। বকেয়া মজুরির দাবিতে আন্দোলন শুরু হতেই রাতারাতি বাগান ছেড়ে চলে যান ম্যানেজার-সহ আধিকারিকেরা। bbox=[984, 1374, 1164, 1457]
quote-attribution: জেফ্রি স্যাক্স, অর্থনীতিবিদ bbox=[206, 2138, 317, 2151]
stat-box-title-bar bbox=[606, 1286, 778, 1319]
paragraph: এ দিকে হোয়াইট হাউসের দাবি, আইন মেনেই অভিযান চলছে। প্রয়োজনে ন্যাশনাল গার্ড নামানোর হুঁশিয়ারিও দিয়ে রেখেছেন প্রেসিডেন্ট। bbox=[635, 707, 812, 772]
hat-crown bbox=[802, 227, 859, 268]
column-rule bbox=[1049, 872, 1050, 1137]
article-poverty-body-left bbox=[1176, 1316, 1339, 1972]
column-rule bbox=[181, 1164, 182, 1979]
fdi-stat-box bbox=[605, 1285, 779, 1552]
stat-rows-2025 bbox=[606, 1471, 778, 1498]
article-poverty-headline: কমেছে চরম দারিদ্র, বিশ্ব ব্যাঙ্কের রিপোর্টে রাজ্যের প্রশংসা bbox=[1215, 1164, 1482, 1260]
paragraph: নয়াদিল্লি, ৭ জুন: এ বারের জি৭ বৈঠকে আমন্ত্রণ পেল ভারত। কানাডার প্রধানমন্ত্রী মার্ক কার্নি নিজে ফোন করে প্রধানমন্ত্রী নরেন্দ্র মোদীকে আমন্ত্রণ জানিয়েছেন বলে বিদেশ মন্ত্রক সূত্রে খবর। bbox=[478, 913, 609, 1024]
sign-text: EDUCACIÓN bbox=[661, 132, 773, 160]
article-la-march-body bbox=[479, 189, 625, 805]
bullet-item bbox=[1355, 1473, 1514, 1518]
paragraph: এপস্টাইন মামলার বিভিন্ন নথিতে ট্রাম্পের নাম রয়েছে বলে সমাজমাধ্যমে দাবি করেছিলেন মাস্ক। শুক্রবার সেই পোস্ট মুছে দেওয়ায় জল্পনা শুরু হয়েছে— তবে কি পিছু হটলেন টেসলা-কর্তা? bbox=[152, 379, 302, 496]
article-fdi-byline: অভ্র সেনগুপ্ত bbox=[661, 1255, 724, 1269]
paragraph: ওয়াশিংটনের শুল্ক-নীতি নিয়ে বিশ্ব জুড়ে অনিশ্চয়তার মধ্যেই আমেরিকার সঙ্গে বাণিজ্য চুক্তি নিয়ে আলোচনা চালাচ্ছে ভারত। সেই আলোচনায় ভারতকে সতর্ক হয়ে পা ফেলার পরামর্শ দিলেন বিশিষ্ট অর্থনীতিবিদ জেফ্রি স্যাক্স। bbox=[205, 2156, 384, 2251]
article-private-capital-body2 bbox=[189, 1692, 403, 1976]
triangle-bullet-icon: ▶ bbox=[17, 1647, 26, 1659]
article-private-capital-body1 bbox=[189, 1247, 403, 1655]
paragraph: শনিবার কলকাতায় এক আলোচনাসভায় তিনি বলেন, ‘ডোনাল্ড ট্রাম্পের সঙ্গে চুক্তিতে সই করার আগে দশ বার ভাবুন। আজ যে প্রতিশ্রুতি দেওয়া হবে, কাল তা রাখা হবে— এমন নিশ্চয়তা নেই।’ bbox=[205, 2076, 575, 2318]
row-value: ৬০০ bbox=[749, 1427, 770, 1440]
section-body: ▶ নয়া বছর হবে আবাসন শিল্পের বৃদ্ধির বছর, দাবি ক্রেডাই কলকাতার। সংগঠনের হিসাবে, গত অর্থবর্ষে শহরে ফ্ল্যাট বিক্রি বেড়েছে প্রায় ১৫%। আগামী দিনে সুদ কমলে চাহিদা আরও বাড়বে বলে আশাবাদী কর্তারা। bbox=[17, 1646, 176, 1733]
table-row bbox=[606, 1369, 778, 1395]
bullet-text: কাজ হারালেন ৫০১ জন শ্রমিক। bbox=[1000, 2233, 1137, 2246]
